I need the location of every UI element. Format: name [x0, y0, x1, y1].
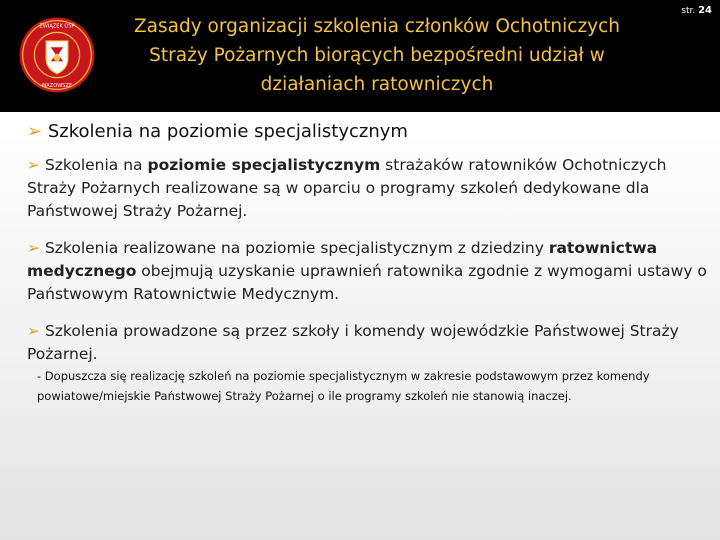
paragraph-emphasis: ratownictwa medycznego: [27, 239, 658, 280]
svg-text:MAZOWSZE: MAZOWSZE: [41, 82, 73, 89]
bullet-arrow-icon: ➢: [27, 239, 40, 257]
paragraph-emphasis: poziomie specjalistycznym: [147, 156, 381, 174]
paragraph-text: Szkolenia na: [44, 156, 148, 174]
paragraph-text: Szkolenia realizowane na poziomie specjalistycznym z dziedziny: [44, 239, 549, 257]
paragraph-2: [27, 237, 717, 306]
paragraph-1: [27, 154, 717, 223]
page-label: str.: [681, 6, 696, 16]
bullet-arrow-icon: ➢: [27, 322, 40, 340]
note-text: - Dopuszcza się realizację szkoleń na poziomie specjalistycznym w zakresie podstawowym przez komendy powiatowe/miejskie Państwowej Straży Pożarnej o ile programy szkoleń nie stanowią inaczej.: [37, 369, 650, 403]
osp-logo: [18, 16, 96, 94]
page-number: [681, 5, 712, 16]
bullet-arrow-icon: ➢: [27, 156, 40, 174]
section-heading-text: Szkolenia na poziomie specjalistycznym: [47, 121, 408, 142]
bullet-arrow-icon: ➢: [27, 121, 43, 142]
paragraph-text: strażaków ratowników Ochotniczych Straży Pożarnych realizowane są w oparciu o programy szkoleń dedykowane dla Państwowej Straży Pożarnej.: [27, 156, 667, 220]
page-title: Zasady organizacji szkolenia członków Ochotniczych Straży Pożarnych biorących bezpośredni udział w działaniach ratowniczych: [134, 16, 620, 95]
header-bar: [0, 0, 720, 112]
paragraph-text: Szkolenia prowadzone są przez szkoły i komendy wojewódzkie Państwowej Straży Pożarnej.: [27, 322, 679, 363]
section-heading: [27, 121, 408, 142]
svg-text:ZWIĄZEK OSP: ZWIĄZEK OSP: [39, 23, 75, 30]
paragraph-3: [27, 320, 717, 366]
paragraph-text: obejmują uzyskanie uprawnień ratownika zgodnie z wymogami ustawy o Państwowym Ratownictwie Medycznym.: [27, 262, 707, 303]
page-number-value: 24: [698, 5, 712, 16]
